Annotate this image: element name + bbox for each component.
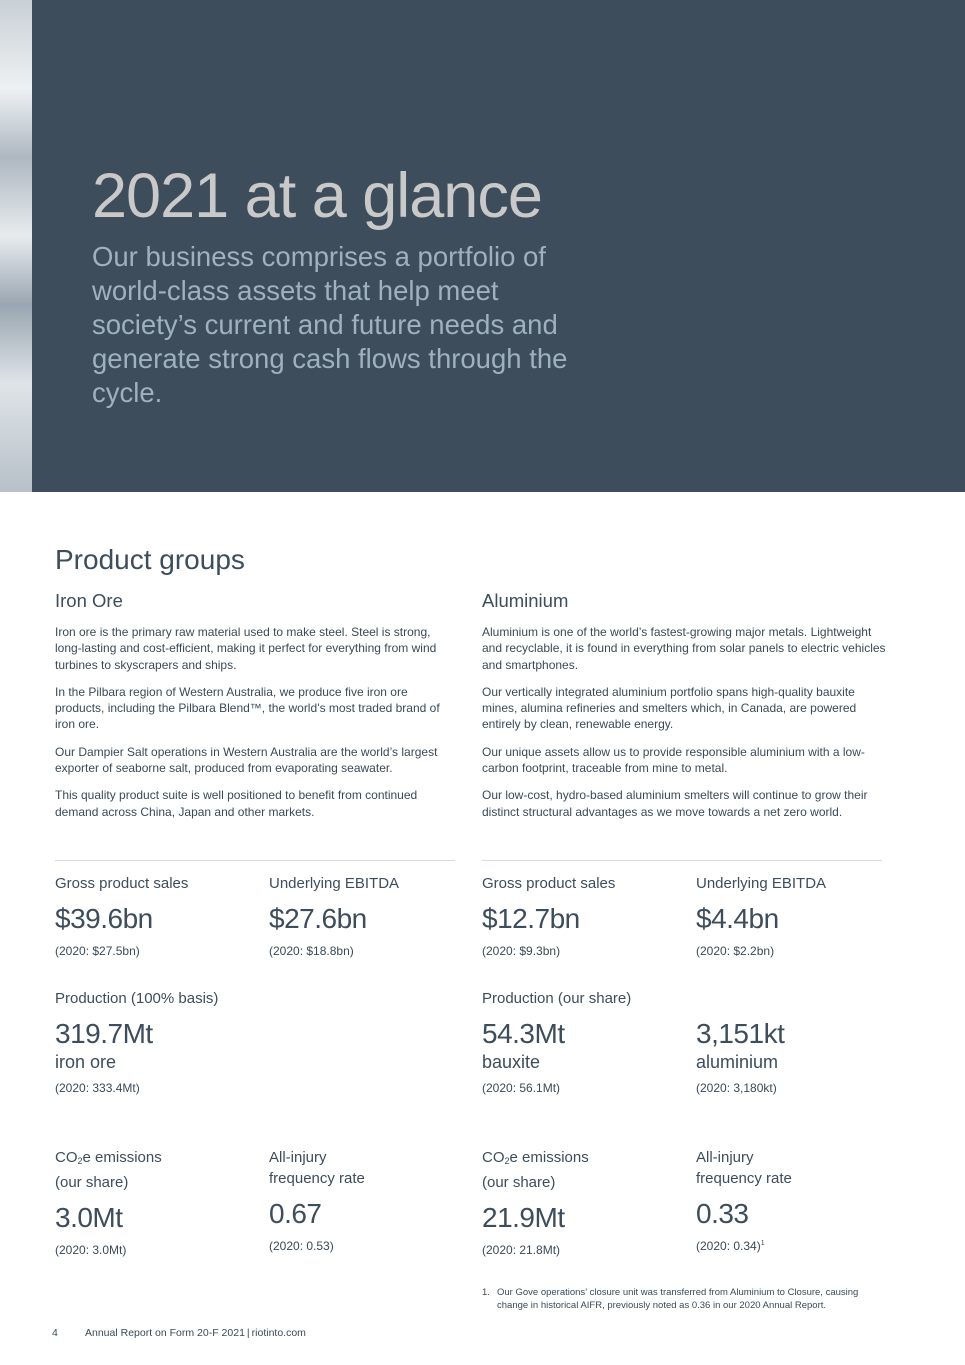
metric-prior-year: (2020: $27.5bn) bbox=[55, 944, 140, 958]
page-footer bbox=[52, 1327, 306, 1339]
metric-value: 3,151kt bbox=[696, 1018, 785, 1049]
metric-value: $4.4bn bbox=[696, 903, 779, 934]
iron-ore-gross-sales bbox=[55, 873, 255, 958]
metric-prior-year: (2020: 56.1Mt) bbox=[482, 1081, 561, 1095]
metric-prior-year: (2020: 0.34)$^1$ bbox=[696, 1239, 765, 1253]
page-number: 4 bbox=[52, 1327, 58, 1339]
metric-prior-year: (2020: 333.4Mt) bbox=[55, 1081, 140, 1095]
aluminium-divider bbox=[482, 860, 882, 861]
aluminium-co2-emissions bbox=[482, 1147, 682, 1257]
iron-ore-paragraph: This quality product suite is well positioned to benefit from continued demand across China, Japan and other markets. bbox=[55, 788, 418, 819]
metric-value: $12.7bn bbox=[482, 903, 580, 934]
metric-label: All-injury frequency rate bbox=[696, 1149, 792, 1187]
metric-unit: bauxite bbox=[482, 1052, 541, 1072]
aluminium-production-aluminium bbox=[696, 1009, 896, 1095]
metric-value: $27.6bn bbox=[269, 903, 367, 934]
metric-prior-year: (2020: $9.3bn) bbox=[482, 944, 561, 958]
aluminium-column bbox=[482, 590, 887, 831]
iron-ore-paragraph: Our Dampier Salt operations in Western Australia are the world’s largest exporter of seaborne salt, produced from evaporating seawater. bbox=[55, 744, 438, 776]
metric-prior-year: (2020: $2.2bn) bbox=[696, 944, 775, 958]
metric-prior-year: (2020: 3,180kt) bbox=[696, 1081, 777, 1095]
iron-ore-paragraph: Iron ore is the primary raw material used to make steel. Steel is strong, long-lasting and cost-efficient, making it perfect for everything from wind turbines to skyscrapers and ships. bbox=[55, 625, 437, 672]
metric-value: 319.7Mt bbox=[55, 1018, 153, 1049]
metric-unit: aluminium bbox=[696, 1052, 779, 1072]
website-link[interactable]: riotinto.com bbox=[251, 1327, 306, 1339]
metric-value: 3.0Mt bbox=[55, 1202, 123, 1233]
iron-ore-divider bbox=[55, 860, 455, 861]
hero-banner bbox=[0, 0, 965, 492]
aluminium-gross-sales bbox=[482, 873, 682, 958]
aluminium-ebitda bbox=[696, 873, 896, 958]
iron-ore-co2-emissions bbox=[55, 1147, 255, 1257]
footnote bbox=[482, 1287, 882, 1312]
metric-label: Gross product sales bbox=[482, 875, 616, 892]
iron-ore-column bbox=[55, 590, 460, 831]
page-subtitle: Our business comprises a portfolio of world-class assets that help meet society’s current and future needs and generate strong cash flows through the cycle. bbox=[92, 241, 568, 408]
aluminium-aifr bbox=[696, 1147, 896, 1253]
metric-label: $CO_2e$ emissions (our share) bbox=[482, 1149, 589, 1191]
aluminium-paragraph: Aluminium is one of the world’s fastest-growing major metals. Lightweight and recyclable, it is found in everything from solar panels to electric vehicles and smartphones. bbox=[482, 625, 886, 672]
footer-separator: | bbox=[246, 1327, 250, 1339]
metric-prior-year: (2020: 0.53) bbox=[269, 1239, 334, 1253]
iron-ore-paragraph: In the Pilbara region of Western Australia, we produce five iron ore products, including the Pilbara Blend™, the world’s most traded brand of iron ore. bbox=[55, 684, 440, 732]
metric-label: Underlying EBITDA bbox=[269, 875, 400, 892]
metric-prior-year: (2020: 3.0Mt) bbox=[55, 1243, 127, 1257]
footnote-number: 1. bbox=[482, 1287, 490, 1298]
metric-prior-year: (2020: 21.8Mt) bbox=[482, 1243, 561, 1257]
aluminium-paragraph: Our unique assets allow us to provide responsible aluminium with a low-carbon footprint, traceable from mine to metal. bbox=[482, 744, 865, 776]
metric-value: 0.33 bbox=[696, 1198, 749, 1229]
report-name: Annual Report on Form 20-F 2021 bbox=[85, 1327, 245, 1339]
metric-label: Gross product sales bbox=[55, 875, 189, 892]
metric-value: $39.6bn bbox=[55, 903, 153, 934]
metric-value: 21.9Mt bbox=[482, 1202, 565, 1233]
metric-label: Production (100% basis) bbox=[55, 990, 219, 1007]
aluminium-paragraph: Our vertically integrated aluminium portfolio spans high-quality bauxite mines, alumina refineries and smelters which, in Canada, are powered entirely by clean, renewable energy. bbox=[482, 684, 857, 732]
iron-ore-ebitda bbox=[269, 873, 469, 958]
metric-label: Production (our share) bbox=[482, 990, 632, 1007]
hero-image-strip bbox=[0, 0, 32, 492]
metric-value: 54.3Mt bbox=[482, 1018, 565, 1049]
footnote-ref: 1 bbox=[760, 1240, 765, 1247]
aluminium-title: Aluminium bbox=[482, 590, 569, 611]
iron-ore-title: Iron Ore bbox=[55, 590, 123, 611]
metric-unit: iron ore bbox=[55, 1052, 117, 1072]
iron-ore-production bbox=[55, 988, 315, 1095]
metric-prior-year: (2020: $18.8bn) bbox=[269, 944, 354, 958]
metric-value: 0.67 bbox=[269, 1198, 322, 1229]
page-title: 2021 at a glance bbox=[92, 161, 542, 231]
section-title: Product groups bbox=[55, 544, 245, 575]
iron-ore-aifr bbox=[269, 1147, 469, 1253]
metric-label: Underlying EBITDA bbox=[696, 875, 827, 892]
metric-label: $CO_2e$ emissions (our share) bbox=[55, 1149, 162, 1191]
aluminium-production-bauxite bbox=[482, 988, 682, 1095]
metric-label: All-injury frequency rate bbox=[269, 1149, 365, 1187]
footnote-text: Our Gove operations’ closure unit was transferred from Aluminium to Closure, causing change in historical AIFR, previously noted as 0.36 in our 2020 Annual Report. bbox=[497, 1287, 859, 1311]
aluminium-paragraph: Our low-cost, hydro-based aluminium smelters will continue to grow their distinct structural advantages as we move towards a net zero world. bbox=[482, 788, 868, 819]
